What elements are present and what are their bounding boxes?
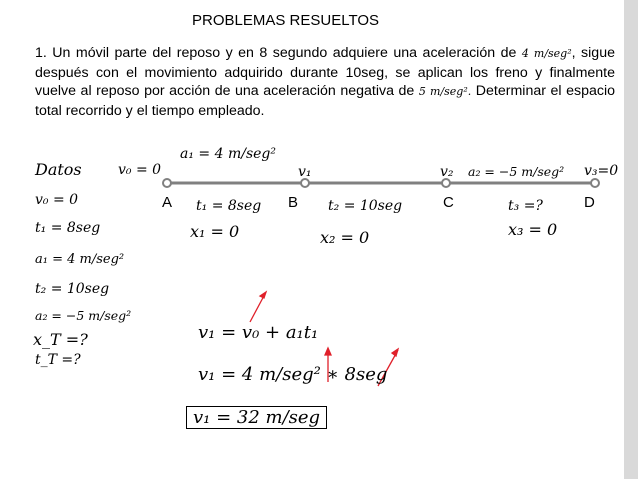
x3-label: x₃ = 0 [508, 220, 558, 239]
v0-top-label: v₀ = 0 [118, 162, 162, 178]
problem-unit-a: 4 m/seg² [521, 47, 572, 60]
equation-1: v₁ = v₀ + a₁t₁ [198, 322, 319, 343]
point-c-label: C [443, 194, 454, 211]
equation-2: v₁ = 4 m/seg² ∗ 8seg [198, 364, 388, 385]
t3-segment-label: t₃ =? [508, 198, 543, 214]
point-a-dot [163, 179, 171, 187]
x2-label: x₂ = 0 [320, 228, 370, 247]
datos-label: Datos [35, 160, 82, 179]
a2-top-label: a₂ = −5 m/seg² [468, 164, 565, 179]
data-v0: v₀ = 0 [35, 192, 79, 208]
point-b-label: B [288, 194, 299, 211]
t1-segment-label: t₁ = 8seg [196, 198, 262, 214]
point-d-label: D [584, 194, 595, 211]
v1-top-label: v₁ [298, 164, 312, 180]
problem-text-1: 1. Un móvil parte del reposo y en 8 segundo adquiere una aceleración de [35, 45, 517, 61]
arrow-2-head [325, 348, 331, 355]
data-t1: t₁ = 8seg [35, 220, 101, 236]
point-d-dot [591, 179, 599, 187]
v2-top-label: v₂ [440, 164, 454, 180]
data-a2: a₂ = −5 m/seg² [35, 308, 132, 323]
point-b-dot [301, 179, 309, 187]
data-xt: x_T =? [33, 330, 88, 349]
equation-3-boxed: v₁ = 32 m/seg [186, 406, 327, 429]
page-title: PROBLEMAS RESUELTOS [192, 12, 380, 29]
a1-top-label: a₁ = 4 m/seg² [180, 146, 276, 162]
problem-unit-b: 5 m/seg². [418, 85, 472, 98]
t2-segment-label: t₂ = 10seg [328, 198, 403, 214]
data-t2: t₂ = 10seg [35, 281, 110, 297]
arrow-3-head [392, 349, 398, 356]
v3-top-label: v₃=0 [584, 163, 619, 179]
point-c-dot [442, 179, 450, 187]
point-a-label: A [162, 194, 173, 211]
problem-text-3: Determinar el espacio total recorrido y el tiempo empleado. [35, 83, 616, 119]
data-a1: a₁ = 4 m/seg² [35, 252, 125, 267]
x1-label: x₁ = 0 [190, 222, 240, 241]
arrow-1-head [260, 292, 266, 298]
data-tt: t_T =? [35, 352, 81, 368]
problem-text-2: , sigue después con el movimiento adquirido durante 10seg, se aplican los freno y finalmente vuelve al reposo por acción de una aceleración negativa de [35, 45, 615, 99]
